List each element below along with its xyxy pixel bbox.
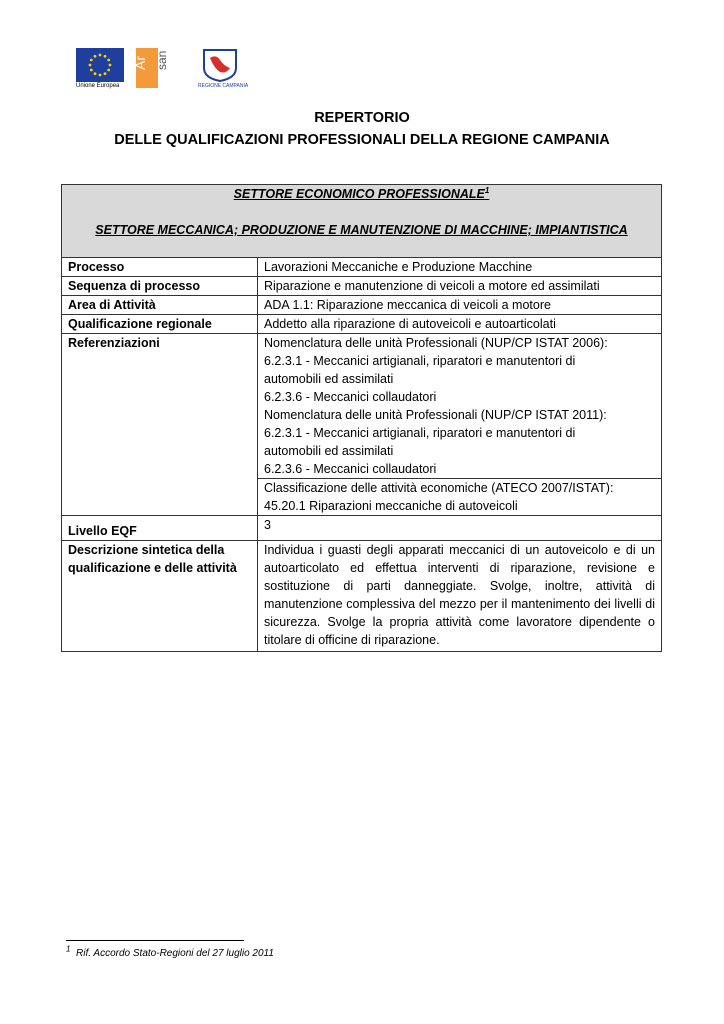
row-label: Area di Attività xyxy=(62,296,258,315)
ref-line: Nomenclatura delle unità Professionali (NUP/CP ISTAT 2011): xyxy=(264,408,607,422)
table-row xyxy=(62,277,662,296)
ref-line: Nomenclatura delle unità Professionali (NUP/CP ISTAT 2006): xyxy=(264,336,608,350)
row-value: Lavorazioni Meccaniche e Produzione Macchine xyxy=(258,258,662,277)
arsan-logo xyxy=(132,48,178,88)
ref-line: automobili ed assimilati xyxy=(264,444,394,458)
referenziazioni-ateco xyxy=(258,479,662,516)
description-text: Individua i guasti degli apparati meccanici di un autoveicolo e di un autoarticolato ed effettua interventi di riparazione, revisione e sostituzione di parti danneggiate. Svolge, inoltre, attività di manutenzione complessiva del mezzo per il mantenimento dei livelli di sicurezza. Svolge la propria attività come lavoratore dipendente o titolare di officine di riparazione. xyxy=(258,541,662,652)
document-title: REPERTORIO xyxy=(314,110,410,126)
row-label: Qualificazione regionale xyxy=(62,315,258,334)
table-row xyxy=(62,541,662,652)
row-label: Descrizione sintetica della qualificazione e delle attività xyxy=(62,541,258,652)
referenziazioni-row xyxy=(62,334,662,479)
eu-flag-logo xyxy=(76,48,124,82)
svg-text:san: san xyxy=(155,50,169,70)
ref-line: 6.2.3.1 - Meccanici artigianali, riparatori e manutentori di xyxy=(264,426,576,440)
table-row xyxy=(62,296,662,315)
ref-line: 6.2.3.1 - Meccanici artigianali, riparatori e manutentori di xyxy=(264,354,576,368)
ref-line: Classificazione delle attività economiche (ATECO 2007/ISTAT): xyxy=(264,481,614,495)
footnote xyxy=(66,944,274,959)
row-value: ADA 1.1: Riparazione meccanica di veicoli a motore xyxy=(258,296,662,315)
sector-heading-cell xyxy=(62,185,662,258)
footnote-ref: 1 xyxy=(484,185,490,195)
document-subtitle: DELLE QUALIFICAZIONI PROFESSIONALI DELLA REGIONE CAMPANIA xyxy=(114,132,610,148)
qualification-table xyxy=(61,184,662,652)
svg-text:Ar: Ar xyxy=(132,56,148,70)
ref-line: 45.20.1 Riparazioni meccaniche di autoveicoli xyxy=(264,499,518,513)
sector-heading: SETTORE ECONOMICO PROFESSIONALE$^1$ xyxy=(233,185,490,201)
ref-line: 6.2.3.6 - Meccanici collaudatori xyxy=(264,462,437,476)
ref-line: 6.2.3.6 - Meccanici collaudatori xyxy=(264,390,437,404)
row-label: Processo xyxy=(62,258,258,277)
table-heading-row xyxy=(62,185,662,258)
table-row xyxy=(62,258,662,277)
eu-caption: Unione Europea xyxy=(76,83,120,89)
campania-caption: REGIONE CAMPANIA xyxy=(198,83,249,89)
row-value: 3 xyxy=(258,516,662,541)
ref-line: automobili ed assimilati xyxy=(264,372,394,386)
table-row xyxy=(62,516,662,541)
table-row xyxy=(62,315,662,334)
row-label: Referenziazioni xyxy=(62,334,258,516)
row-value: Riparazione e manutenzione di veicoli a motore ed assimilati xyxy=(258,277,662,296)
row-value: Addetto alla riparazione di autoveicoli e autoarticolati xyxy=(258,315,662,334)
footnote-divider xyxy=(66,940,244,941)
footnote-number: 1 xyxy=(66,944,71,954)
footnote-text: Rif. Accordo Stato-Regioni del 27 luglio 2011 xyxy=(76,948,274,959)
row-label: Sequenza di processo xyxy=(62,277,258,296)
referenziazioni-nup xyxy=(258,334,662,479)
sector-name: SETTORE MECCANICA; PRODUZIONE E MANUTENZIONE DI MACCHINE; IMPIANTISTICA xyxy=(95,223,628,237)
row-label: Livello EQF xyxy=(62,516,258,541)
